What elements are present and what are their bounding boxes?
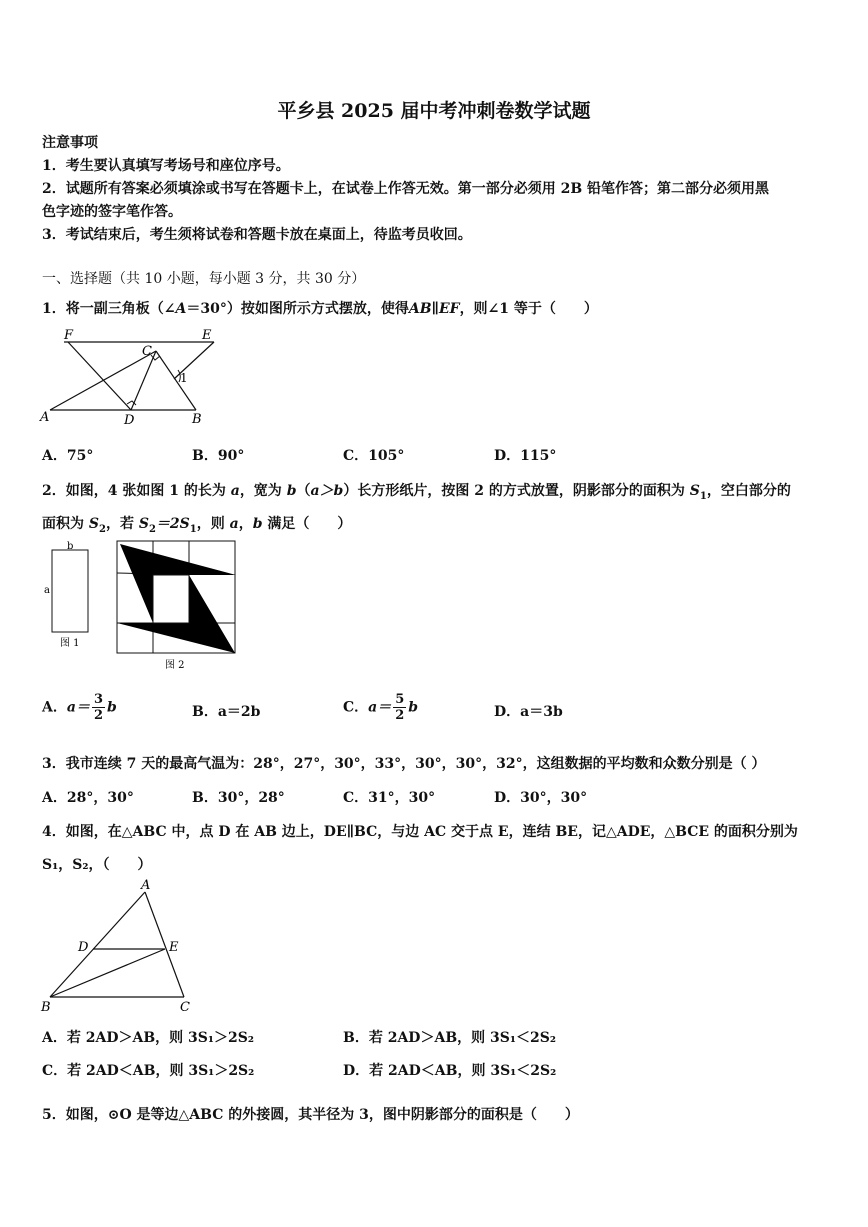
option-a[interactable]: A．若 2AD＞AB，则 3S₁＞2S₂ — [42, 1030, 255, 1046]
figure-label: b — [67, 541, 74, 552]
question-1-figure — [38, 322, 228, 432]
figure-label: C — [142, 344, 152, 359]
page-title: 平乡县 2025 届中考冲刺卷数学试题 — [277, 100, 591, 122]
figure-label: C — [180, 1000, 190, 1015]
notice-item: 1．考生要认真填写考场号和座位序号。 — [42, 158, 290, 174]
question-2-stem-line2: 面积为 $S_2$，若 $S_2=2S_1$，则 a，b 满足（ ） — [42, 516, 352, 535]
question-2-figure — [40, 538, 245, 673]
option-d[interactable]: D．30°，30° — [494, 790, 588, 806]
option-b[interactable]: B．a＝2b — [192, 704, 261, 720]
notice-item: 2．试题所有答案必须填涂或书写在答题卡上，在试卷上作答无效。第一部分必须用 2B 铅笔作答；第二部分必须用黑 — [42, 181, 770, 197]
option-d[interactable]: D．若 2AD＜AB，则 3S₁＜2S₂ — [343, 1063, 557, 1079]
option-c[interactable]: C．31°，30° — [343, 790, 436, 806]
option-b[interactable]: B．90° — [192, 448, 245, 464]
option-a[interactable]: A．a＝ $\frac{3}{2}$ b — [42, 692, 117, 723]
notice-item: 3．考试结束后，考生须将试卷和答题卡放在桌面上，待监考员收回。 — [42, 227, 472, 243]
notice-heading: 注意事项 — [42, 135, 98, 151]
question-1-stem: 1．将一副三角板（∠A＝30°）按如图所示方式摆放，使得AB∥EF，则∠1 等于（ ） — [42, 301, 598, 317]
figure-label: 1 — [180, 371, 188, 385]
option-c[interactable]: C．105° — [343, 448, 405, 464]
notice-item: 色字迹的签字笔作答。 — [42, 204, 182, 220]
figure-label: D — [124, 413, 135, 428]
question-4-stem-line1: 4．如图，在△ABC 中，点 D 在 AB 边上，DE∥BC，与边 AC 交于点 E，连结 BE，记△ADE，△BCE 的面积分别为 — [42, 824, 798, 840]
question-4-stem-line2: S₁，S₂，（ ） — [42, 857, 152, 873]
question-2-stem-line1: 2．如图，4 张如图 1 的长为 a，宽为 b（a＞b）长方形纸片，按图 2 的方式放置，阴影部分的面积为 $S_1$，空白部分的 — [42, 483, 791, 502]
option-c[interactable]: C．若 2AD＜AB，则 3S₁＞2S₂ — [42, 1063, 255, 1079]
figure-label: B — [41, 1000, 51, 1015]
question-4-figure — [38, 876, 198, 1016]
figure-label: a — [44, 585, 50, 596]
question-5-stem: 5．如图，⊙O 是等边△ABC 的外接圆，其半径为 3，图中阴影部分的面积是（ ） — [42, 1107, 579, 1123]
option-c[interactable]: C．a＝ $\frac{5}{2}$ b — [343, 692, 419, 723]
figure-label: E — [169, 940, 179, 955]
option-d[interactable]: D．115° — [494, 448, 557, 464]
option-b[interactable]: B．若 2AD＞AB，则 3S₁＜2S₂ — [343, 1030, 556, 1046]
figure-label: D — [78, 940, 89, 955]
figure-label: A — [141, 878, 151, 893]
question-3-stem: 3．我市连续 7 天的最高气温为：28°，27°，30°，33°，30°，30°，32°，这组数据的平均数和众数分别是（ ） — [42, 756, 766, 772]
section-heading: 一、选择题（共 10 小题，每小题 3 分，共 30 分） — [42, 271, 366, 287]
option-d[interactable]: D．a＝3b — [494, 704, 563, 720]
option-a[interactable]: A．75° — [42, 448, 94, 464]
figure-label: F — [64, 328, 74, 343]
figure-label: E — [202, 328, 212, 343]
figure-caption: 图 2 — [165, 660, 185, 671]
figure-caption: 图 1 — [60, 638, 80, 649]
figure-label: B — [192, 412, 202, 427]
option-a[interactable]: A．28°，30° — [42, 790, 134, 806]
option-b[interactable]: B．30°，28° — [192, 790, 285, 806]
figure-label: A — [40, 410, 50, 425]
